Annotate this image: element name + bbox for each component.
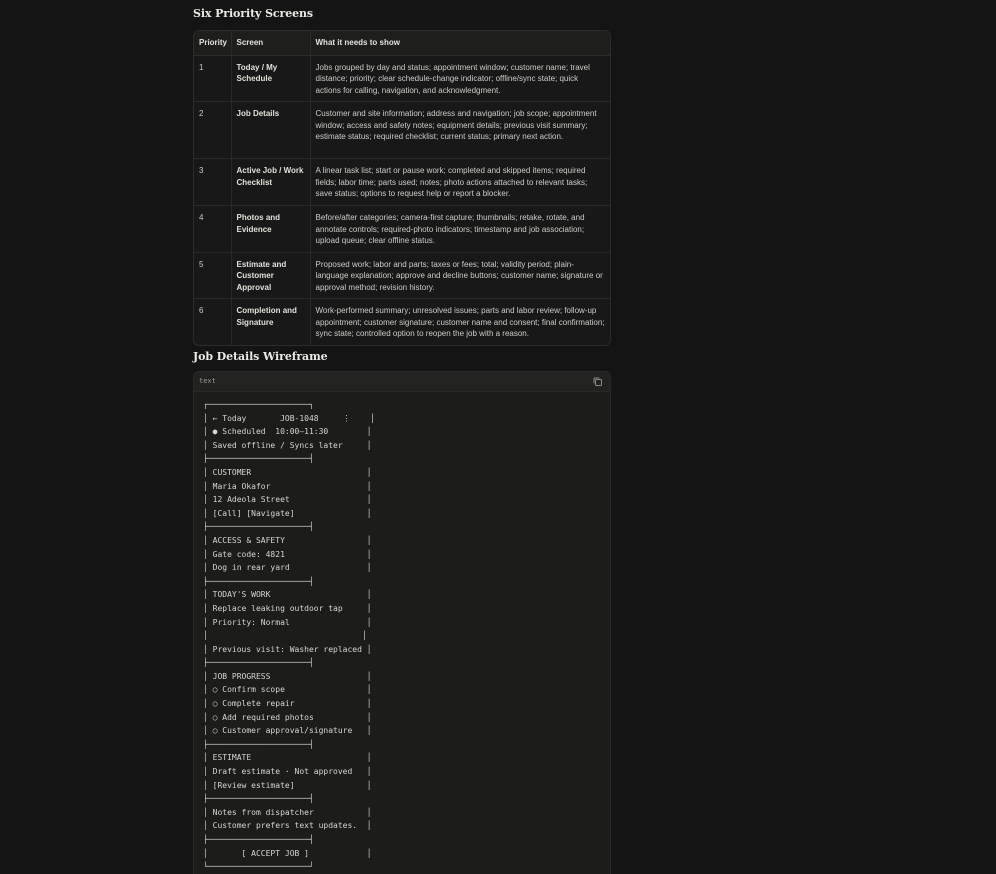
table-row (194, 102, 610, 159)
priority-screens-table (193, 30, 611, 346)
cell-screen: Active Job / Work Checklist (231, 159, 310, 206)
column-header-details: What it needs to show (310, 31, 610, 55)
cell-priority: 4 (194, 206, 231, 253)
table-row (194, 159, 610, 206)
cell-screen: Completion and Signature (231, 299, 310, 345)
table-row (194, 252, 610, 299)
cell-details: Work-performed summary; unresolved issues; parts and labor review; follow-up appointment; customer signature; customer name and consent; final confirmation; sync state; controlled option to reopen the job with a reason. (315, 306, 605, 338)
table-header-row (194, 31, 610, 55)
cell-screen: Job Details (231, 102, 310, 159)
cell-screen: Estimate and Customer Approval (231, 252, 310, 299)
cell-details: A linear task list; start or pause work; completed and skipped items; required fields; labor time; parts used; notes; photo actions attached to relevant tasks; save status; options to request help or report a blocker. (310, 159, 610, 206)
cell-priority: 2 (194, 102, 231, 159)
column-header-priority: Priority (194, 31, 231, 55)
section-heading-priority-screens: Six Priority Screens (193, 7, 313, 20)
code-block (193, 371, 611, 874)
column-header-screen: Screen (231, 31, 310, 55)
code-header (194, 372, 610, 392)
table-row (194, 55, 610, 102)
cell-priority: 5 (194, 252, 231, 299)
cell-priority: 6 (194, 299, 231, 345)
cell-priority: 1 (194, 55, 231, 102)
cell-details: Proposed work; labor and parts; taxes or fees; total; validity period; plain-language explanation; approve and decline buttons; customer name; signature or approval method; revision history. (310, 252, 610, 299)
cell-details: Before/after categories; camera-first capture; thumbnails; retake, rotate, and annotate controls; required-photo indicators; timestamp and job association; upload queue; clear offline status. (310, 206, 610, 253)
cell-screen: Photos and Evidence (231, 206, 310, 253)
section-heading-wireframe: Job Details Wireframe (193, 350, 328, 363)
cell-priority: 3 (194, 159, 231, 206)
table-row (194, 206, 610, 253)
cell-screen: Today / My Schedule (231, 55, 310, 102)
cell-details: Jobs grouped by day and status; appointment window; customer name; travel distance; priority; clear schedule-change indicator; offline/sync state; quick actions for calling, navigation, and acknowledgment. (310, 55, 610, 102)
table-row (194, 299, 610, 345)
wireframe-text: ┌─────────────────────┐ │ ← Today JOB-1048 ⋮ │ │ ● Scheduled 10:00–11:30 │ │ Saved offline / Syncs later │ ├─────────────────────┤ │ CUSTOMER │ │ Maria Okafor │ │ 12 Adeola Street │ │ [Call] [Navigate] │ ├─────────────────────┤ │ ACCESS & SAFETY │ │ Gate code: 4821 │ │ Dog in rear yard │ ├─────────────────────┤ │ TODAY'S WORK │ │ Replace leaking outdoor tap │ │ Priority: Normal │ │ │ │ Previous visit: Washer replaced │ ├─────────────────────┤ │ JOB PROGRESS │ │ ○ Confirm scope │ │ ○ Complete repair │ │ ○ Add required photos │ │ ○ Customer approval/signature │ ├─────────────────────┤ │ ESTIMATE │ │ Draft estimate · Not approved │ │ [Review estimate] │ ├─────────────────────┤ │ Notes from dispatcher │ │ Customer prefers text updates. │ ├─────────────────────┤ │ [ ACCEPT JOB ] │ └─────────────────────┘ (203, 400, 375, 872)
cell-details: Customer and site information; address and navigation; job scope; appointment window; access and safety notes; equipment details; previous visit summary; estimate status; required checklist; current status; primary next action. (310, 102, 610, 159)
code-language-label: text (199, 377, 216, 385)
copy-icon[interactable] (592, 376, 604, 388)
